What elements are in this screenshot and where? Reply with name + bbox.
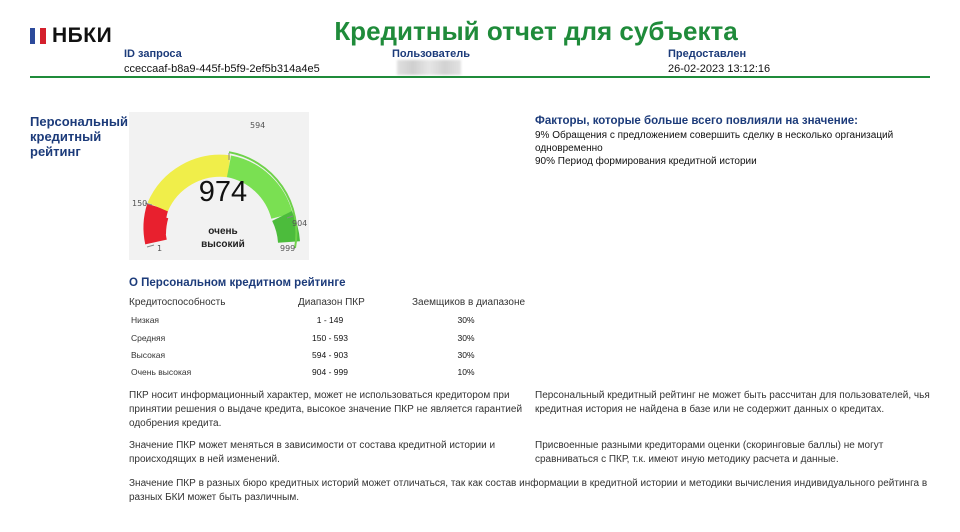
gauge-tick-594: 594 xyxy=(250,121,266,130)
gauge-tick-904: 904 xyxy=(292,219,308,228)
request-id-value: cceccaaf-b8a9-445f-b5f9-2ef5b314a4e5 xyxy=(124,63,320,75)
note-5-line-1: Значение ПКР в разных бюро кредитных историй может отличаться, так как состав информации в кредитной истории и методики вычисления индивидуального рейтинга в xyxy=(129,478,928,489)
provided-label: Предоставлен xyxy=(668,48,747,60)
note-2-line-2: происходящих в ней изменений. xyxy=(129,454,280,465)
note-paragraph-2 xyxy=(129,439,495,467)
table-row-1-range: 1 - 149 xyxy=(316,315,344,325)
rating-heading: Персональный кредитный рейтинг xyxy=(30,114,128,159)
rating-score-label-line2: высокий xyxy=(201,239,245,250)
factors-heading: Факторы, которые больше всего повлияли на значение: xyxy=(535,115,858,127)
note-paragraph-1 xyxy=(129,389,522,431)
note-1-line-2: принятии решения о выдаче кредита, высокое значение ПКР не является гарантией xyxy=(129,404,523,415)
provided-value: 26-02-2023 13:12:16 xyxy=(668,63,771,75)
rating-score-label-line1: очень xyxy=(208,226,238,237)
about-heading: О Персональном кредитном рейтинге xyxy=(129,277,346,289)
factor-item-1-cont: одновременно xyxy=(535,143,603,154)
note-2-line-1: Значение ПКР может меняться в зависимости от состава кредитной истории и xyxy=(129,440,496,451)
table-row-2-name: Средняя xyxy=(131,333,166,343)
request-id-label: ID запроса xyxy=(124,48,182,60)
table-row-2-share: 30% xyxy=(457,333,475,343)
table-row-4-range: 904 - 999 xyxy=(312,367,348,377)
note-1-line-3: одобрения кредита. xyxy=(129,418,222,429)
gauge-tick-999: 999 xyxy=(280,244,296,253)
note-paragraph-4 xyxy=(535,439,883,467)
rating-score-label xyxy=(129,225,317,251)
note-4-line-2: сравниваться с ПКР, т.к. имеют иную методику расчета и данные. xyxy=(535,454,839,465)
rating-score: 974 xyxy=(198,176,248,208)
header-divider xyxy=(30,76,930,78)
user-value-redacted xyxy=(397,60,461,75)
user-label: Пользователь xyxy=(392,48,471,60)
table-row-3-name: Высокая xyxy=(131,350,166,360)
table-header-borrowers: Заемщиков в диапазоне xyxy=(412,297,526,308)
note-3-line-1: Персональный кредитный рейтинг не может быть рассчитан для пользователей, чья xyxy=(535,390,930,401)
factor-item-2: 90% Период формирования кредитной истории xyxy=(535,156,757,167)
table-header-range: Диапазон ПКР xyxy=(298,297,365,308)
note-5-line-2: разных БКИ может быть различным. xyxy=(129,492,299,503)
table-row-1-name: Низкая xyxy=(131,315,160,325)
page-title: Кредитный отчет для субъекта xyxy=(334,16,738,46)
note-1-line-1: ПКР носит информационный характер, может не использоваться кредитором при xyxy=(129,390,510,401)
gauge-tick-1: 1 xyxy=(157,244,163,253)
note-paragraph-3 xyxy=(535,389,930,417)
table-row-4-share: 10% xyxy=(457,367,475,377)
table-row-3-range: 594 - 903 xyxy=(312,350,348,360)
table-row-3-share: 30% xyxy=(457,350,475,360)
logo-text: НБКИ xyxy=(52,24,113,47)
note-paragraph-5 xyxy=(129,477,929,505)
note-4-line-1: Присвоенные разными кредиторами оценки (скоринговые баллы) не могут xyxy=(535,440,884,451)
table-header-creditworthiness: Кредитоспособность xyxy=(129,297,226,308)
gauge-tick-150: 150 xyxy=(132,199,148,208)
factor-item-1: 9% Обращения с предложением совершить сделку в несколько организаций xyxy=(535,130,894,141)
table-row-2-range: 150 - 593 xyxy=(312,333,348,343)
note-3-line-2: кредитная история не найдена в базе или не содержит данных о кредитах. xyxy=(535,404,885,415)
table-row-1-share: 30% xyxy=(457,315,475,325)
table-row-4-name: Очень высокая xyxy=(131,367,192,377)
